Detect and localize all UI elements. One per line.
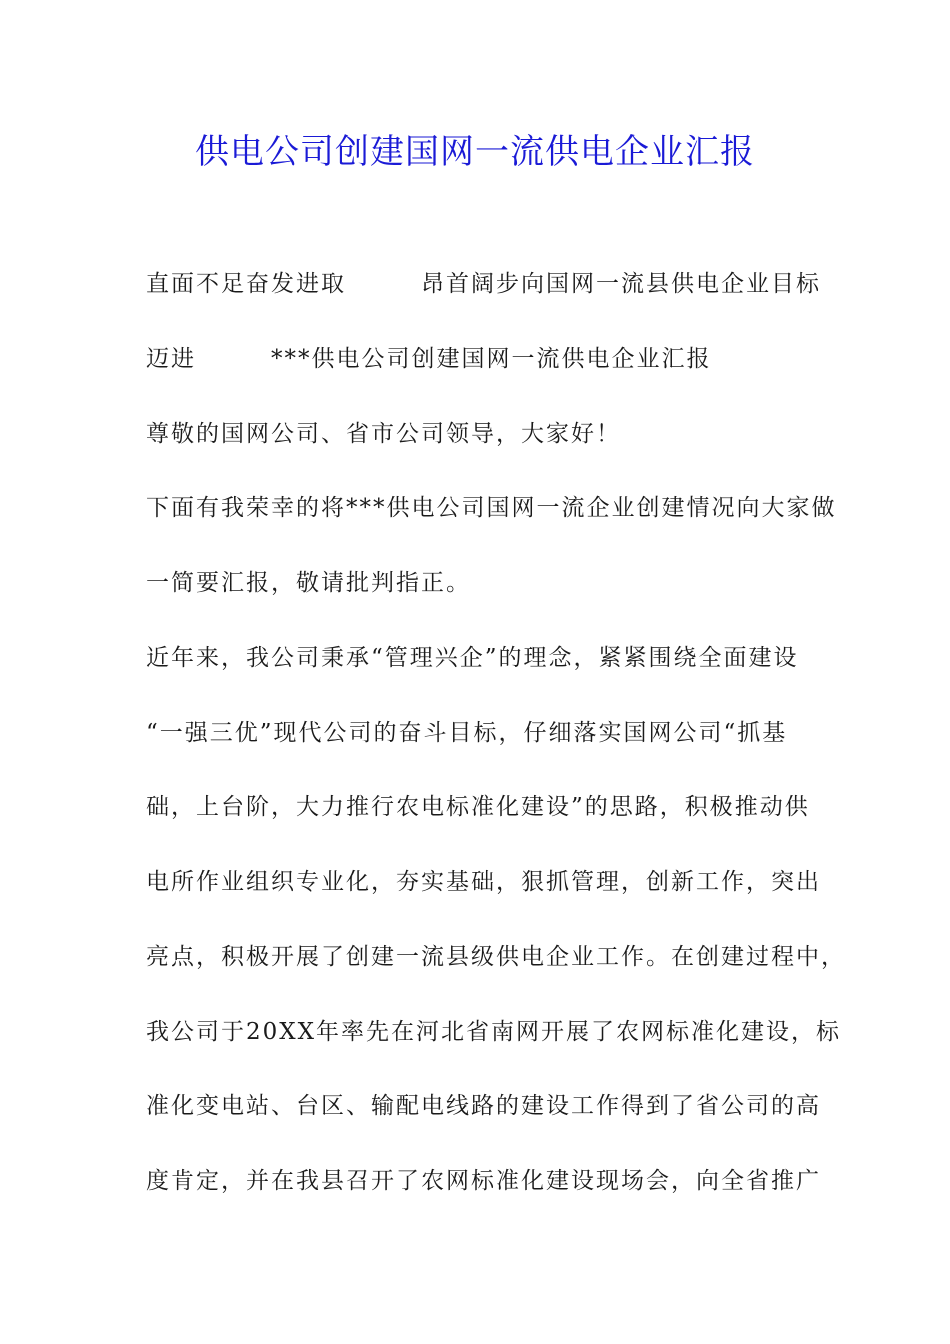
body-line-1: 直面不足奋发进取 昂首阔步向国网一流县供电企业目标 [146,271,821,297]
body-line-4: 下面有我荣幸的将***供电公司国网一流企业创建情况向大家做 [146,495,837,521]
body-line-12: 准化变电站、台区、输配电线路的建设工作得到了省公司的高 [146,1093,821,1119]
body-line-8: 础，上台阶，大力推行农电标准化建设”的思路，积极推动供 [146,794,810,820]
body-line-6: 近年来，我公司秉承“管理兴企”的理念，紧紧围绕全面建设 [146,645,799,671]
body-line-2: 迈进 ***供电公司创建国网一流供电企业汇报 [146,346,712,372]
document-title: 供电公司创建国网一流供电企业汇报 [195,132,755,172]
body-line-11: 我公司于20XX年率先在河北省南网开展了农网标准化建设，标 [146,1019,842,1045]
body-line-7: “一强三优”现代公司的奋斗目标，仔细落实国网公司“抓基 [146,720,788,746]
body-line-5: 一简要汇报，敬请批判指正。 [146,570,471,596]
body-line-9: 电所作业组织专业化，夯实基础，狠抓管理，创新工作，突出 [146,869,821,895]
body-line-3: 尊敬的国网公司、省市公司领导，大家好！ [146,421,621,447]
body-line-10: 亮点，积极开展了创建一流县级供电企业工作。在创建过程中， [146,944,846,970]
body-line-13: 度肯定，并在我县召开了农网标准化建设现场会，向全省推广 [146,1168,821,1194]
